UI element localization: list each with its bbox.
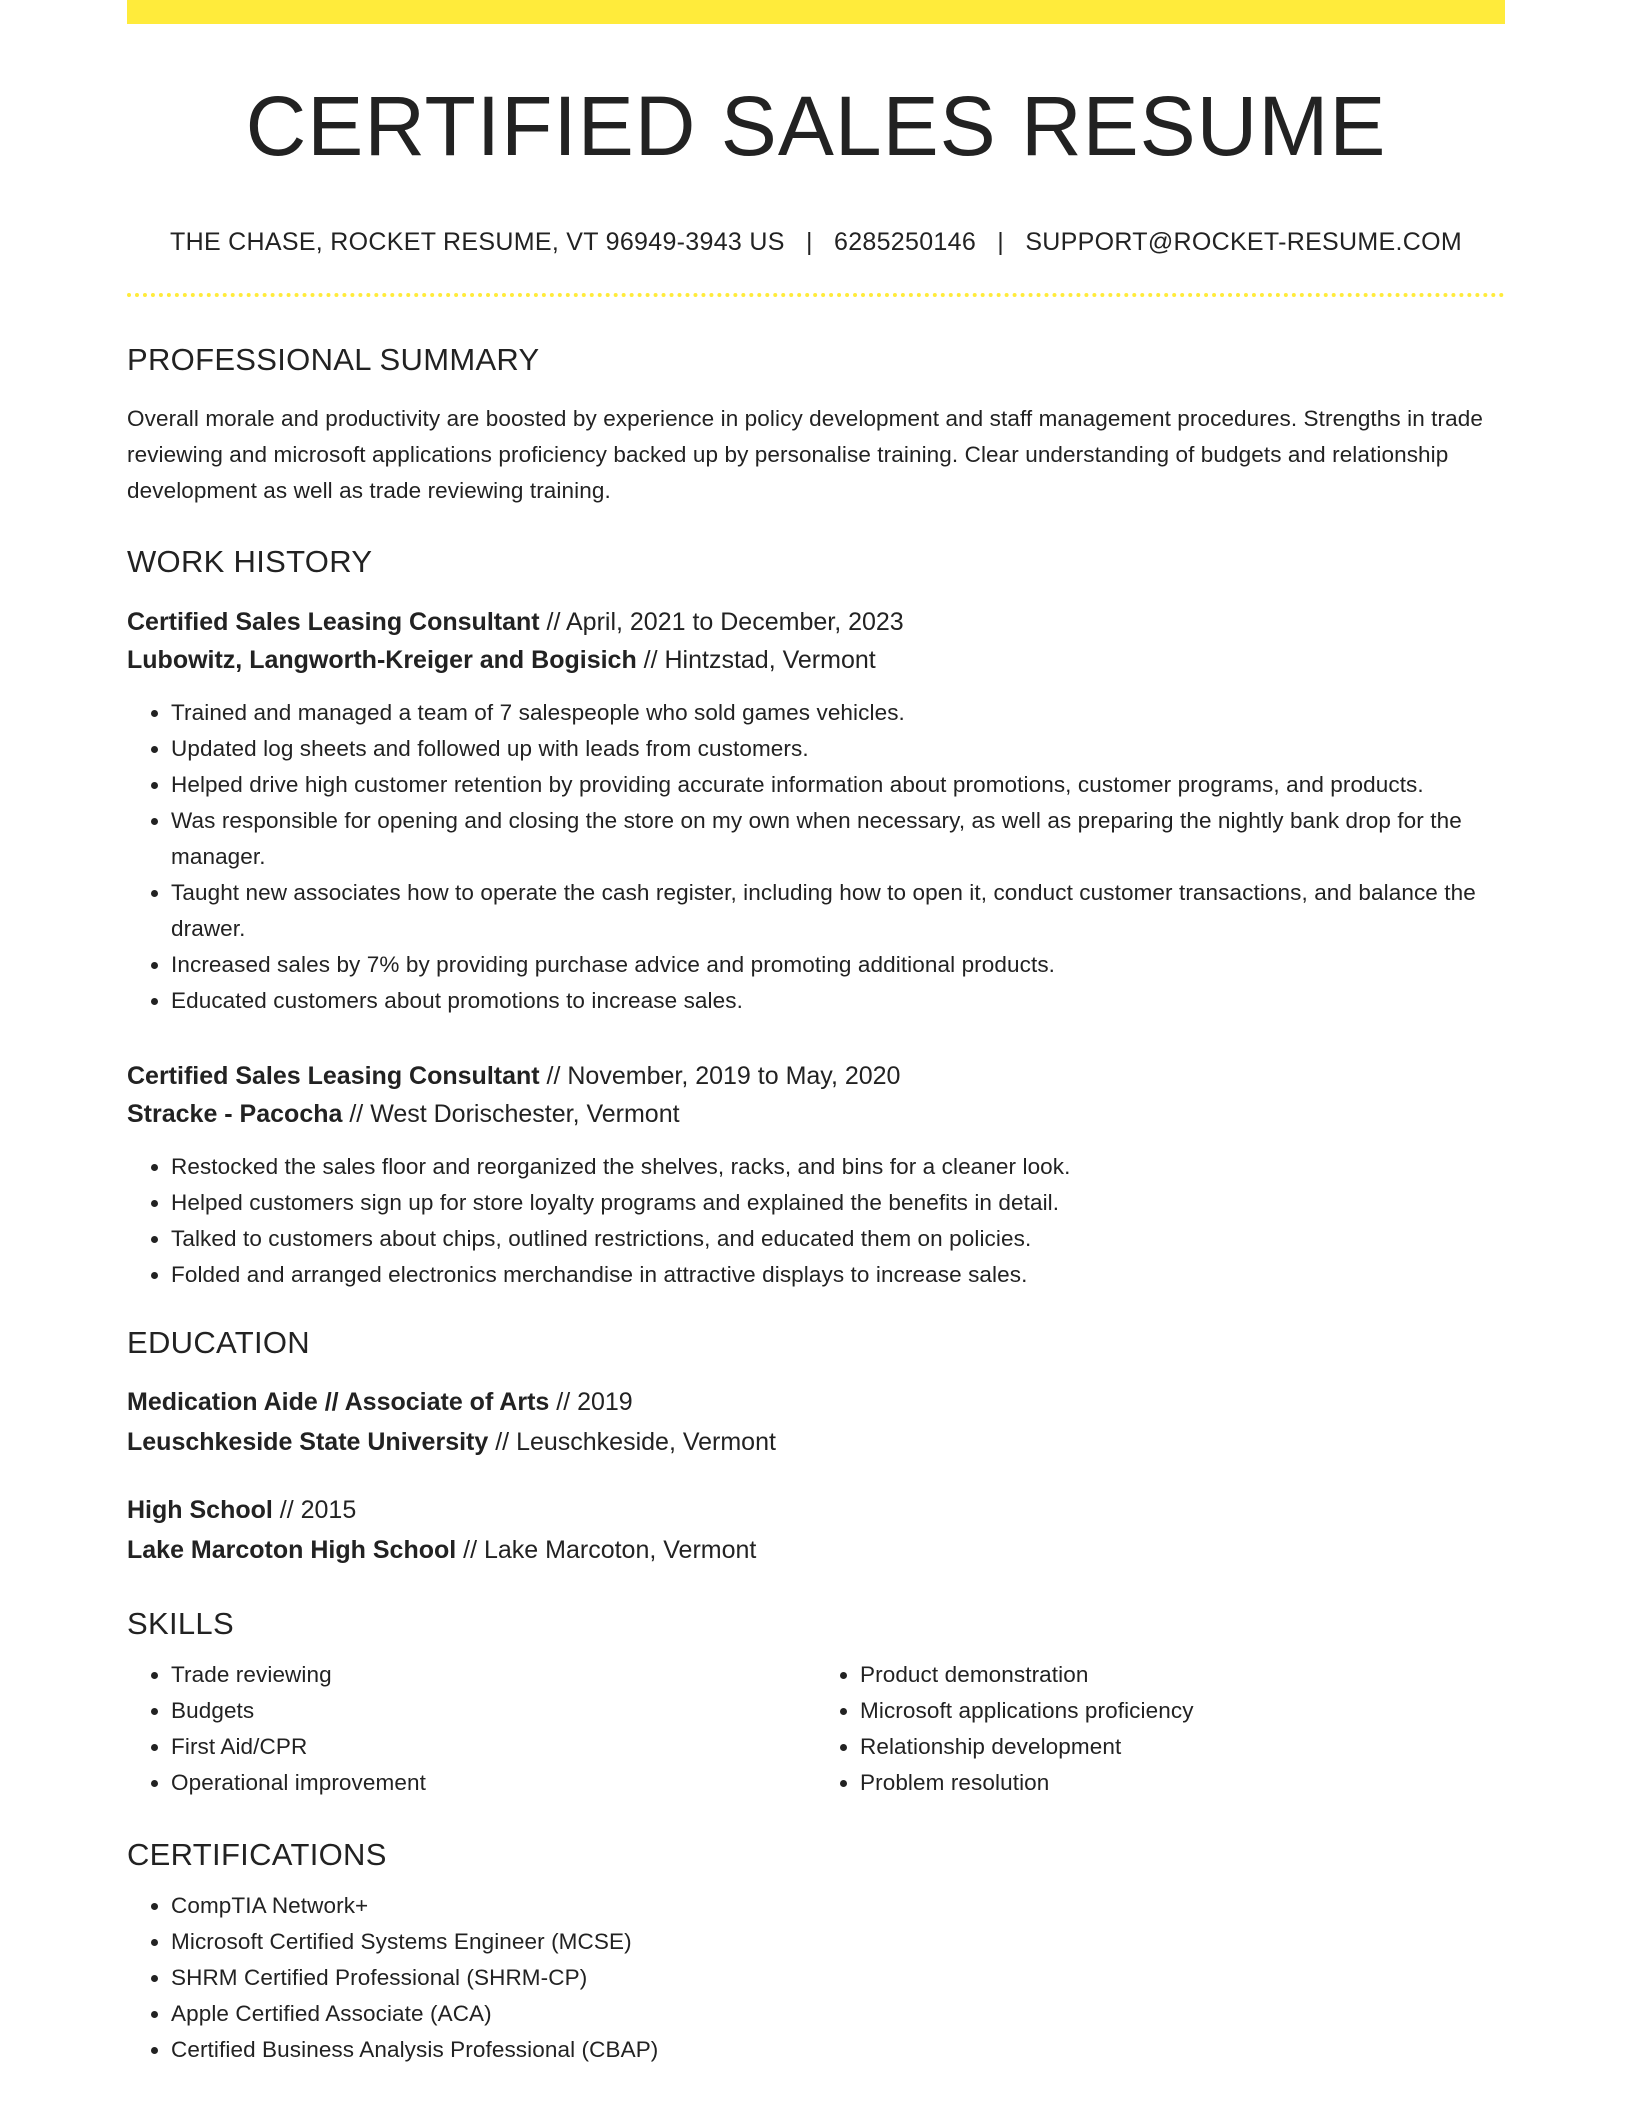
dotted-divider — [127, 293, 1505, 297]
resume-title: CERTIFIED SALES RESUME — [245, 79, 1387, 173]
contact-phone: 6285250146 — [833, 228, 977, 256]
job-dates: // November, 2019 to May, 2020 — [539, 1062, 901, 1090]
list-item: • Trade reviewing — [171, 1657, 816, 1693]
contact-email: SUPPORT@ROCKET-RESUME.COM — [1025, 228, 1462, 256]
list-item: • Helped customers sign up for store loyalty programs and explained the benefits in detail. — [171, 1185, 1505, 1221]
job-bullets — [127, 1149, 1505, 1293]
accent-bar — [127, 0, 1505, 24]
job-title-line — [127, 603, 1505, 641]
contact-address: THE CHASE, ROCKET RESUME, VT 96949-3943 US — [170, 228, 785, 256]
skills-heading: SKILLS — [127, 1606, 234, 1641]
job-title: Certified Sales Leasing Consultant — [127, 1062, 540, 1090]
list-item: • Helped drive high customer retention by providing accurate information about promotions, customer programs, and products. — [171, 767, 1505, 803]
skills-columns — [127, 1657, 1505, 1801]
education-degree-line — [127, 1382, 1505, 1422]
job-location: // Hintzstad, Vermont — [636, 646, 876, 674]
job-location: // West Dorischester, Vermont — [342, 1100, 680, 1128]
list-item: • Increased sales by 7% by providing purchase advice and promoting additional products. — [171, 947, 1505, 983]
education-degree: Medication Aide // Associate of Arts — [127, 1388, 550, 1416]
job-dates: // April, 2021 to December, 2023 — [539, 608, 904, 636]
summary-text: Overall morale and productivity are boosted by experience in policy development and staff management procedures. Strengths in trade reviewing and microsoft applications proficiency backed up by personalise training. Clear understanding of budgets and relationship development as well as trade reviewing training. — [127, 406, 1483, 503]
list-item: • Taught new associates how to operate the cash register, including how to open it, conduct customer transactions, and balance the drawer. — [171, 875, 1505, 947]
resume-page — [127, 0, 1505, 2068]
skills-right-list — [816, 1657, 1505, 1801]
education-degree-line — [127, 1490, 1505, 1530]
job-company-line — [127, 641, 1505, 679]
summary-heading: PROFESSIONAL SUMMARY — [127, 342, 540, 377]
list-item: • Problem resolution — [860, 1765, 1505, 1801]
job-title: Certified Sales Leasing Consultant — [127, 608, 540, 636]
contact-separator: | — [997, 228, 1005, 256]
education-school: Lake Marcoton High School — [127, 1536, 457, 1564]
education-school-line — [127, 1530, 1505, 1570]
list-item: • Budgets — [171, 1693, 816, 1729]
education-location: // Lake Marcoton, Vermont — [456, 1536, 757, 1564]
job-company: Lubowitz, Langworth-Kreiger and Bogisich — [127, 646, 637, 674]
job-title-line — [127, 1057, 1505, 1095]
list-item: • Product demonstration — [860, 1657, 1505, 1693]
certifications-heading: CERTIFICATIONS — [127, 1837, 387, 1872]
list-item: • Microsoft Certified Systems Engineer (MCSE) — [171, 1924, 1505, 1960]
education-heading: EDUCATION — [127, 1325, 310, 1360]
list-item: • Trained and managed a team of 7 salespeople who sold games vehicles. — [171, 695, 1505, 731]
education-entry — [127, 1382, 1505, 1462]
list-item: • First Aid/CPR — [171, 1729, 816, 1765]
list-item: • Educated customers about promotions to increase sales. — [171, 983, 1505, 1019]
list-item: • Talked to customers about chips, outlined restrictions, and educated them on policies. — [171, 1221, 1505, 1257]
certifications-list — [127, 1888, 1505, 2068]
education-school-line — [127, 1422, 1505, 1462]
education-school: Leuschkeside State University — [127, 1428, 489, 1456]
education-year: // 2015 — [272, 1496, 357, 1524]
list-item: • Microsoft applications proficiency — [860, 1693, 1505, 1729]
contact-line — [127, 230, 1505, 255]
list-item: • CompTIA Network+ — [171, 1888, 1505, 1924]
job-company-line — [127, 1095, 1505, 1133]
job-entry — [127, 1057, 1505, 1293]
skills-left-list — [127, 1657, 816, 1801]
list-item: • Folded and arranged electronics merchandise in attractive displays to increase sales. — [171, 1257, 1505, 1293]
list-item: • Apple Certified Associate (ACA) — [171, 1996, 1505, 2032]
list-item: • Restocked the sales floor and reorganized the shelves, racks, and bins for a cleaner look. — [171, 1149, 1505, 1185]
education-entry — [127, 1490, 1505, 1570]
list-item: • Relationship development — [860, 1729, 1505, 1765]
education-location: // Leuschkeside, Vermont — [488, 1428, 776, 1456]
job-entry — [127, 603, 1505, 1019]
job-bullets — [127, 695, 1505, 1019]
list-item: • Was responsible for opening and closing the store on my own when necessary, as well as preparing the nightly bank drop for the manager. — [171, 803, 1505, 875]
contact-separator: | — [805, 228, 813, 256]
education-year: // 2019 — [549, 1388, 633, 1416]
list-item: • SHRM Certified Professional (SHRM-CP) — [171, 1960, 1505, 1996]
list-item: • Operational improvement — [171, 1765, 816, 1801]
list-item: • Updated log sheets and followed up with leads from customers. — [171, 731, 1505, 767]
list-item: • Certified Business Analysis Professional (CBAP) — [171, 2032, 1505, 2068]
work-history-heading: WORK HISTORY — [127, 544, 373, 579]
education-degree: High School — [127, 1496, 273, 1524]
job-company: Stracke - Pacocha — [127, 1100, 343, 1128]
